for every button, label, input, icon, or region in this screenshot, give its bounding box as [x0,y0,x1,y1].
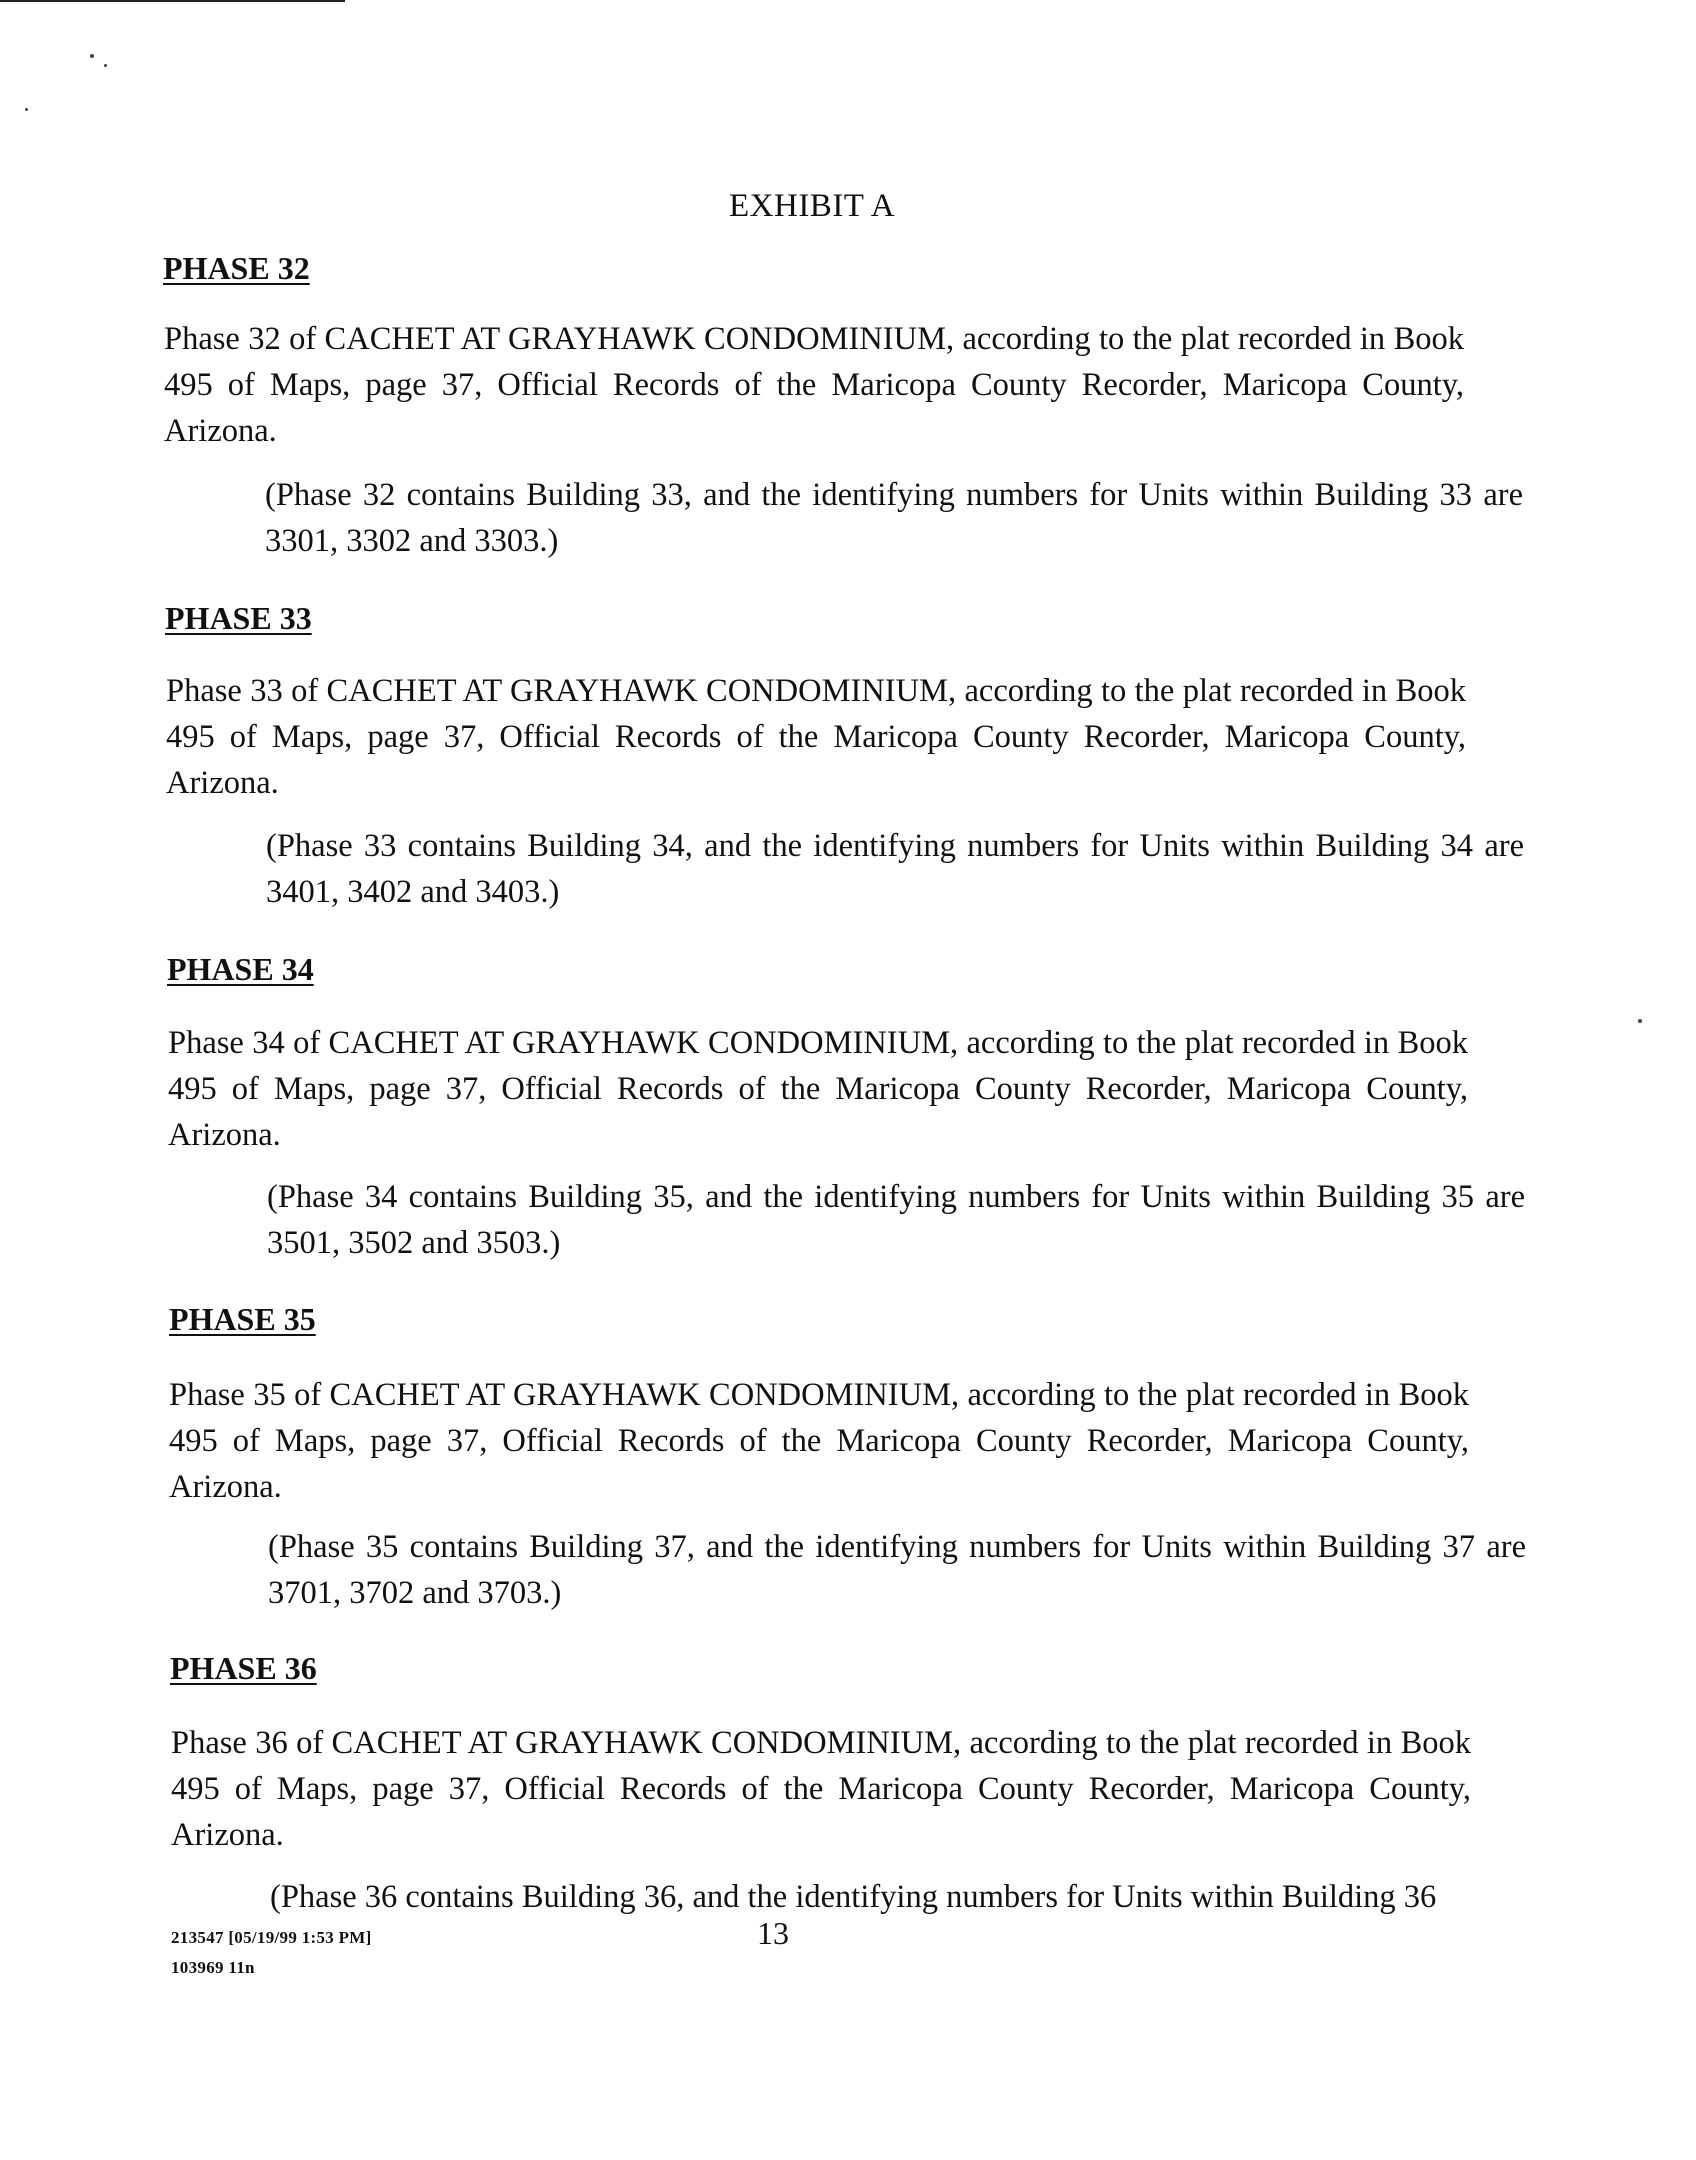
phase-description: Phase 32 of CACHET AT GRAYHAWK CONDOMINIUM, according to the plat recorded in Book 495 of Maps, page 37, Official Records of the Maricopa County Recorder, Maricopa County, Arizona. [164,321,1464,449]
document-code: 213547 [05/19/99 1:53 PM] [171,1928,372,1947]
page-number: 13 [757,1915,789,1951]
phase-description: Phase 33 of CACHET AT GRAYHAWK CONDOMINIUM, according to the plat recorded in Book 495 of Maps, page 37, Official Records of the Maricopa County Recorder, Maricopa County, Arizona. [166,673,1466,801]
document-code-secondary: 103969 11n [171,1958,255,1977]
scan-speck [90,54,94,58]
exhibit-title: EXHIBIT A [729,188,896,224]
phase-building-note: (Phase 34 contains Building 35, and the identifying numbers for Units within Building 35 are 3501, 3502 and 3503.) [267,1179,1525,1261]
scan-speck [25,108,28,111]
phase-description: Phase 35 of CACHET AT GRAYHAWK CONDOMINIUM, according to the plat recorded in Book 495 of Maps, page 37, Official Records of the Maricopa County Recorder, Maricopa County, Arizona. [169,1377,1469,1505]
phase-building-note: (Phase 33 contains Building 34, and the identifying numbers for Units within Building 34 are 3401, 3402 and 3403.) [266,828,1524,910]
scan-speck [104,64,107,67]
phase-building-note: (Phase 36 contains Building 36, and the identifying numbers for Units within Building 36 [270,1879,1437,1915]
phase-heading: PHASE 35 [169,1301,316,1337]
phase-building-note: (Phase 32 contains Building 33, and the identifying numbers for Units within Building 33 are 3301, 3302 and 3303.) [265,477,1523,559]
phase-heading: PHASE 33 [165,600,312,636]
phase-description: Phase 34 of CACHET AT GRAYHAWK CONDOMINIUM, according to the plat recorded in Book 495 of Maps, page 37, Official Records of the Maricopa County Recorder, Maricopa County, Arizona. [168,1025,1468,1153]
phase-heading: PHASE 36 [170,1650,317,1686]
scan-speck [1638,1019,1642,1023]
phase-building-note: (Phase 35 contains Building 37, and the identifying numbers for Units within Building 37 are 3701, 3702 and 3703.) [268,1529,1526,1611]
phase-description: Phase 36 of CACHET AT GRAYHAWK CONDOMINIUM, according to the plat recorded in Book 495 of Maps, page 37, Official Records of the Maricopa County Recorder, Maricopa County, Arizona. [171,1725,1471,1853]
top-scan-rule [0,0,345,2]
phase-heading: PHASE 32 [163,250,310,286]
phase-heading: PHASE 34 [167,951,314,987]
